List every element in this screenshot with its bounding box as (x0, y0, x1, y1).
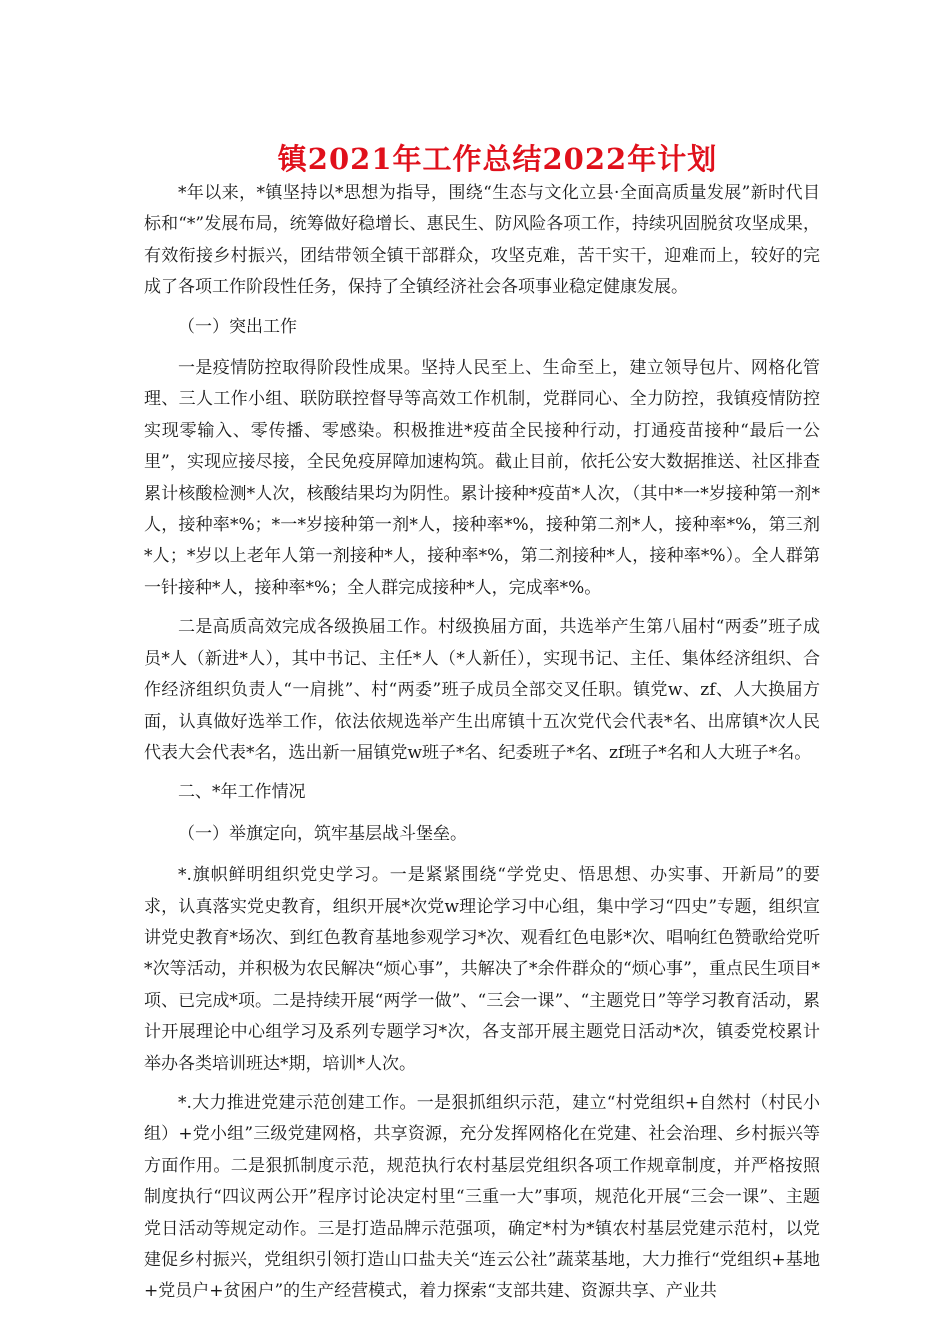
paragraph-party-building: *.大力推进党建示范创建工作。一是狠抓组织示范，建立“村党组织+自然村（村民小组）+党小组”三级党建网格，共享资源，充分发挥网格化在党建、社会治理、乡村振兴等方面作用。二是狠抓制度示范，规范执行农村基层党组织各项工作规章制度，并严格按照制度执行“四议两公开”程序讨论决定村里“三重一大”事项，规范化开展“三会一课”、主题党日活动等规定动作。三是打造品牌示范强项，确定*村为*镇农村基层党建示范村，以党建促乡村振兴，党组织引领打造山口盐夫关“连云公社”蔬菜基地，大力推行“党组织+基地+党员户+贫困户”的生产经营模式，着力探索“支部共建、资源共享、产业共 (144, 1092, 820, 1302)
section-heading-work: 二、*年工作情况 (178, 782, 306, 803)
section-heading-highlights: （一）突出工作 (178, 316, 297, 337)
paragraph-election: 二是高质高效完成各级换届工作。村级换届方面，共选举产生第八届村“两委”班子成员*人（新进*人），其中书记、主任*人（*人新任），实现书记、主任、集体经济组织、合作经济组织负责人“一肩挑”、村“两委”班子成员全部交叉任职。镇党w、zf、人大换届方面，认真做好选举工作，依法依规选举产生出席镇十五次党代会代表*名、出席镇*次人民代表大会代表*名，选出新一届镇党w班子*名、纪委班子*名、zf班子*名和人大班子*名。 (144, 617, 820, 763)
document-title: 镇2021年工作总结2022年计划 (277, 142, 718, 176)
subsection-heading-1: （一）举旗定向，筑牢基层战斗堡垒。 (178, 823, 467, 844)
paragraph-party-history: *.旗帜鲜明组织党史学习。一是紧紧围绕“学党史、悟思想、办实事、开新局”的要求，认真落实党史教育，组织开展*次党w理论学习中心组，集中学习“四史”专题，组织宣讲党史教育*场次、到红色教育基地参观学习*次、观看红色电影*次、唱响红色赞歌给党听*次等活动，并积极为农民解决“烦心事”，共解决了*余件群众的“烦心事”，重点民生项目*项、已完成*项。二是持续开展“两学一做”、“三会一课”、“主题党日”等学习教育活动，累计开展理论中心组学习及系列专题学习*次，各支部开展主题党日活动*次，镇委党校累计举办各类培训班达*期，培训*人次。 (144, 865, 820, 1074)
paragraph-intro: *年以来，*镇坚持以*思想为指导，围绕“生态与文化立县·全面高质量发展”新时代目标和“*”发展布局，统筹做好稳增长、惠民生、防风险各项工作，持续巩固脱贫攻坚成果，有效衔接乡村振兴，团结带领全镇干部群众，攻坚克难，苦干实干，迎难而上，较好的完成了各项工作阶段性任务，保持了全镇经济社会各项事业稳定健康发展。 (144, 183, 820, 298)
paragraph-epidemic: 一是疫情防控取得阶段性成果。坚持人民至上、生命至上，建立领导包片、网格化管理、三人工作小组、联防联控督导等高效工作机制，党群同心、全力防控，我镇疫情防控实现零输入、零传播、零感染。积极推进*疫苗全民接种行动，打通疫苗接种“最后一公里”，实现应接尽接，全民免疫屏障加速构筑。截止目前，依托公安大数据推送、社区排查累计核酸检测*人次，核酸结果均为阴性。累计接种*疫苗*人次，（其中*一*岁接种第一剂*人，接种率*%；*一*岁接种第一剂*人，接种率*%，接种第二剂*人，接种率*%，第三剂*人；*岁以上老年人第一剂接种*人，接种率*%，第二剂接种*人，接种率*%）。全人群第一针接种*人，接种率*%；全人群完成接种*人，完成率*%。 (144, 358, 820, 598)
document-body (144, 178, 820, 1316)
